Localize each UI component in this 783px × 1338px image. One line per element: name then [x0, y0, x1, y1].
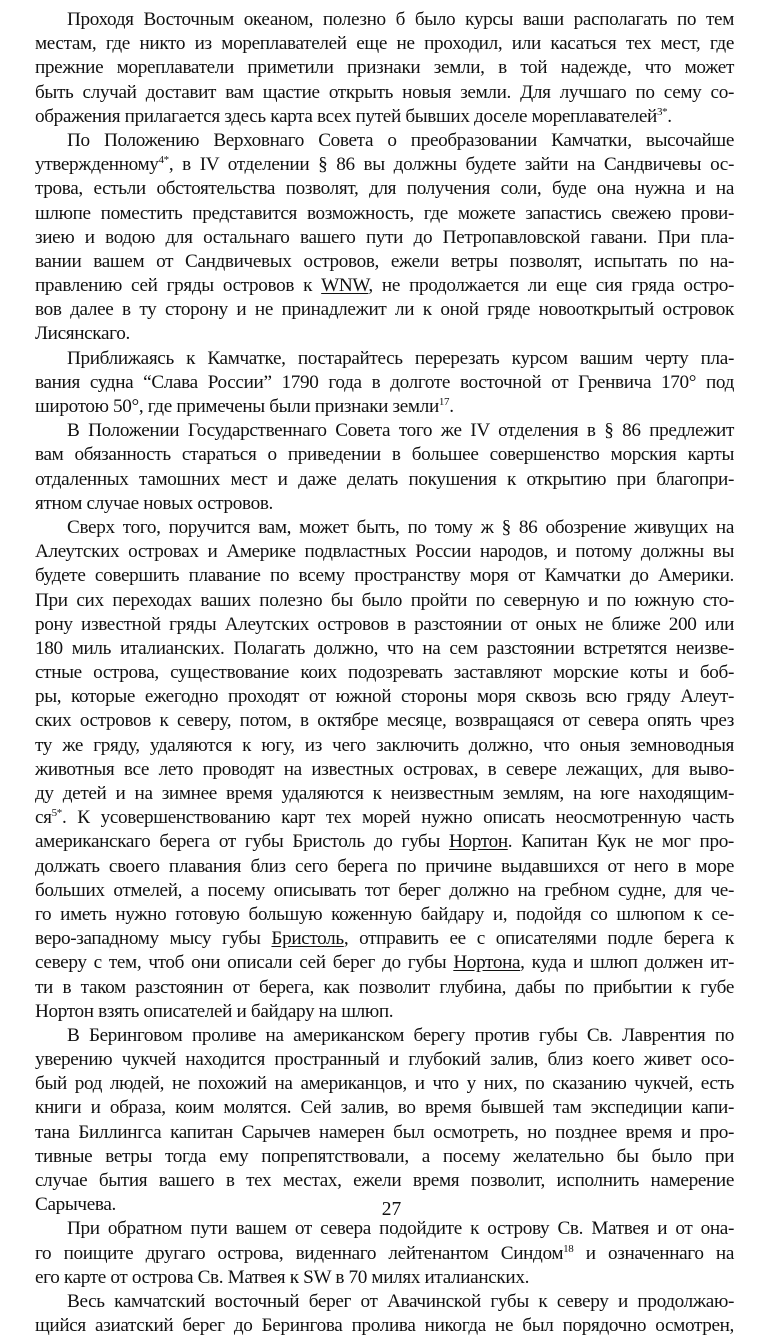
- text-span: , в IV отделении § 86 вы должны будете зайти на Сандвичевы ос-: [168, 154, 734, 176]
- text-line: местам, где никто из мореплавателей еще не проходил, или касаться тех мест, где: [35, 33, 734, 55]
- text-span: .: [449, 396, 454, 417]
- text-line: 180 миль италианских. Полагать должно, что на сем разстоянии встретятся неизве-: [35, 637, 734, 659]
- text-line: отдаленных тамошних мест и даже делать покушения к открытию при благопри-: [35, 468, 734, 490]
- text-line: трова, естьли обстоятельства позволят, для получения соли, буде она нужна и на: [35, 178, 734, 200]
- text-line: случае бытия вашего в тех местах, ежели время позволит, исполнить намерение: [35, 1170, 734, 1191]
- text-line: Весь камчатский восточный берег от Авачинской губы к северу и продолжаю-: [67, 1290, 734, 1312]
- footnote-ref: 18: [563, 1242, 574, 1255]
- text-line: [35, 830, 734, 854]
- text-line: ти в таком разстоянин от берега, как позволит глубина, дабы по прибытии к губе: [35, 976, 734, 998]
- text-line: В Положении Государственнаго Совета того же IV отделения в § 86 предлежит: [67, 420, 734, 442]
- text-line: должать своего плавания близ сего берега по причине выдавшихся от него в море: [35, 855, 734, 877]
- page-number: 27: [381, 1199, 402, 1220]
- text-line: Алеутских островах и Америке подвластных России народов, и потому должны вы: [35, 541, 734, 563]
- footnote-ref: 4*: [158, 154, 169, 167]
- text-line: Нортон взять описателей и байдару на шлюп.: [35, 1000, 394, 1022]
- text-line: стные острова, существование коих подозревать заставляют морские коты и боб-: [35, 662, 734, 684]
- text-line: вания судна “Слава России” 1790 года в долготе восточной от Гренвича 170° под: [35, 371, 734, 393]
- text-span: и означеннаго на: [573, 1242, 734, 1264]
- text-line: уверению чукчей находится пространный и глубокий залив, близ коего живет осо-: [35, 1049, 734, 1071]
- text-line: Лисянскаго.: [35, 323, 130, 345]
- text-line: прежние мореплаватели приметили признаки земли, в той надежде, что может: [35, 57, 734, 79]
- text-line: [35, 105, 734, 129]
- text-span: . К усовершенствованию карт тех морей нужно описать неосмотренную часть: [61, 807, 734, 829]
- text-line: ских островов к северу, потом, в октябре месяце, возвращаяся от севера опять чрез: [35, 710, 734, 732]
- text-line: книги и образа, коим молятся. Сей залив, во время бывшей там экспедиции капи-: [35, 1097, 734, 1119]
- paragraph-6: [35, 1024, 734, 1218]
- paragraph-7: [35, 1217, 734, 1290]
- text-line: [35, 951, 734, 975]
- text-span: , отправить ее с описателями подле берега к: [343, 928, 735, 950]
- text-span: утвержденному: [35, 154, 159, 176]
- text-line: тивные ветры тогда ему попрепятствовали, а посему желательно бы было при: [35, 1145, 734, 1167]
- underlined-term: Нортон: [449, 831, 508, 853]
- text-span: широтою 50°, где примечены были признаки земли: [35, 396, 439, 417]
- text-line: ры, которые ежегодно проходят от южной стороны моря сквозь всю гряду Алеут-: [35, 686, 734, 708]
- paragraph-5: [35, 516, 734, 1024]
- text-line: При обратном пути вашем от севера подойдите к острову Св. Матвея и от она-: [67, 1218, 734, 1240]
- text-line: щийся азиатский берег до Берингова пролива никогда не был порядочно осмотрен,: [35, 1315, 734, 1337]
- text-span: го поищите другаго острова, виденнаго лейтенантом Синдом: [35, 1242, 564, 1264]
- text-span: северу с тем, чтоб они описали сей берег до губы: [35, 952, 454, 974]
- text-line: Приближаясь к Камчатке, постарайтесь перерезать курсом вашим черту пла-: [67, 347, 734, 369]
- underlined-term: Нортона: [453, 952, 521, 974]
- text-line: Сарычева.: [35, 1194, 116, 1216]
- text-line: рону известной гряды Алеутских островов в разстоянии от оных не ближе 200 или: [35, 613, 734, 635]
- underlined-term: WNW: [321, 275, 369, 297]
- text-line: [35, 927, 734, 951]
- text-line: Проходя Восточным океаном, полезно б было курсы ваши располагать по тем: [67, 9, 734, 30]
- text-line: будете совершить плавание по всему пространству моря от Камчатки до Америки.: [35, 565, 734, 587]
- text-line: Сверх того, поручится вам, может быть, по тому ж § 86 обозрение живущих на: [67, 516, 734, 538]
- text-span: .: [667, 105, 672, 127]
- text-span: , не продолжается ли еще сия гряда остро-: [368, 275, 734, 297]
- underlined-term: Бристоль: [271, 928, 344, 950]
- footnote-ref: 5*: [51, 807, 62, 820]
- paragraph-2: [35, 129, 734, 347]
- text-span: ображения прилагается здесь карта всех путей бывших доселе мореплавателей: [35, 105, 657, 127]
- footnote-ref: 3*: [656, 105, 668, 118]
- text-line: [35, 153, 734, 177]
- text-line: шлюпе поместить представится возможность, где можете запастись свежею прови-: [35, 202, 734, 224]
- text-line: животныя все лето проводят на известных островах, в севере лежащих, для выво-: [35, 758, 734, 780]
- paragraph-8: [35, 1290, 734, 1338]
- text-span: ся: [35, 807, 52, 829]
- paragraph-4: [35, 419, 734, 516]
- text-line: [35, 806, 734, 830]
- paragraph-1: [35, 8, 734, 129]
- text-span: . Капитан Кук не мог про-: [507, 831, 734, 853]
- text-line: его карте от острова Св. Матвея к SW в 70 милях италианских.: [35, 1266, 530, 1288]
- text-line: больших отмелей, а посему описывать тот берег должно на гребном судне, для че-: [35, 879, 734, 901]
- text-line: [35, 1242, 734, 1266]
- text-line: вании вашем от Сандвичевых островов, ежели ветры позволят, испытать по на-: [35, 250, 734, 272]
- text-line: бый род людей, не похожий на американцов, и что у них, по сказанию чукчей, есть: [35, 1073, 734, 1095]
- text-line: быть случай доставит вам щастие открыть новыя земли. Для лучшаго по сему со-: [35, 81, 734, 103]
- text-span: американскаго берега от губы Бристоль до губы: [35, 831, 450, 853]
- text-line: вам обязанность стараться о приведении в большее совершенство морския карты: [35, 444, 734, 466]
- document-page: [35, 8, 734, 1338]
- text-line: При сих переходах ваших полезно бы было пройти по северную и по южную сто-: [35, 589, 734, 611]
- text-line: тана Биллингса капитан Сарычев намерен был осмотреть, но позднее время и про-: [35, 1121, 734, 1143]
- text-line: зиею и водою для остальнаго вашего пути до Петропавловской гавани. При пла-: [35, 226, 734, 248]
- text-line: В Беринговом проливе на американском берегу против губы Св. Лаврентия по: [67, 1024, 734, 1046]
- text-span: , куда и шлюп должен ит-: [520, 952, 735, 974]
- text-line: ду детей и на зимнее время удаляются к неизвестным землям, на юге находящим-: [35, 783, 734, 804]
- text-line: [35, 395, 734, 419]
- text-span: веро-западному мысу губы: [35, 928, 272, 950]
- paragraph-3: [35, 347, 734, 420]
- text-line: По Положению Верховнаго Совета о преобразовании Камчатки, высочайше: [67, 129, 734, 151]
- text-line: вов далее в ту сторону и не принадлежит ли к оной гряде новооткрытый островок: [35, 299, 734, 321]
- text-line: ту же гряду, удаляются к югу, из чего заключить должно, что оныя земноводныя: [35, 734, 734, 756]
- footnote-ref: 17: [438, 396, 450, 408]
- text-line: го иметь нужно готовую большую коженную байдару и, подойдя со шлюпом к се-: [35, 903, 734, 925]
- text-line: ятном случае новых островов.: [35, 492, 273, 514]
- text-line: [35, 274, 734, 298]
- text-span: правлению сей гряды островов к: [35, 275, 322, 297]
